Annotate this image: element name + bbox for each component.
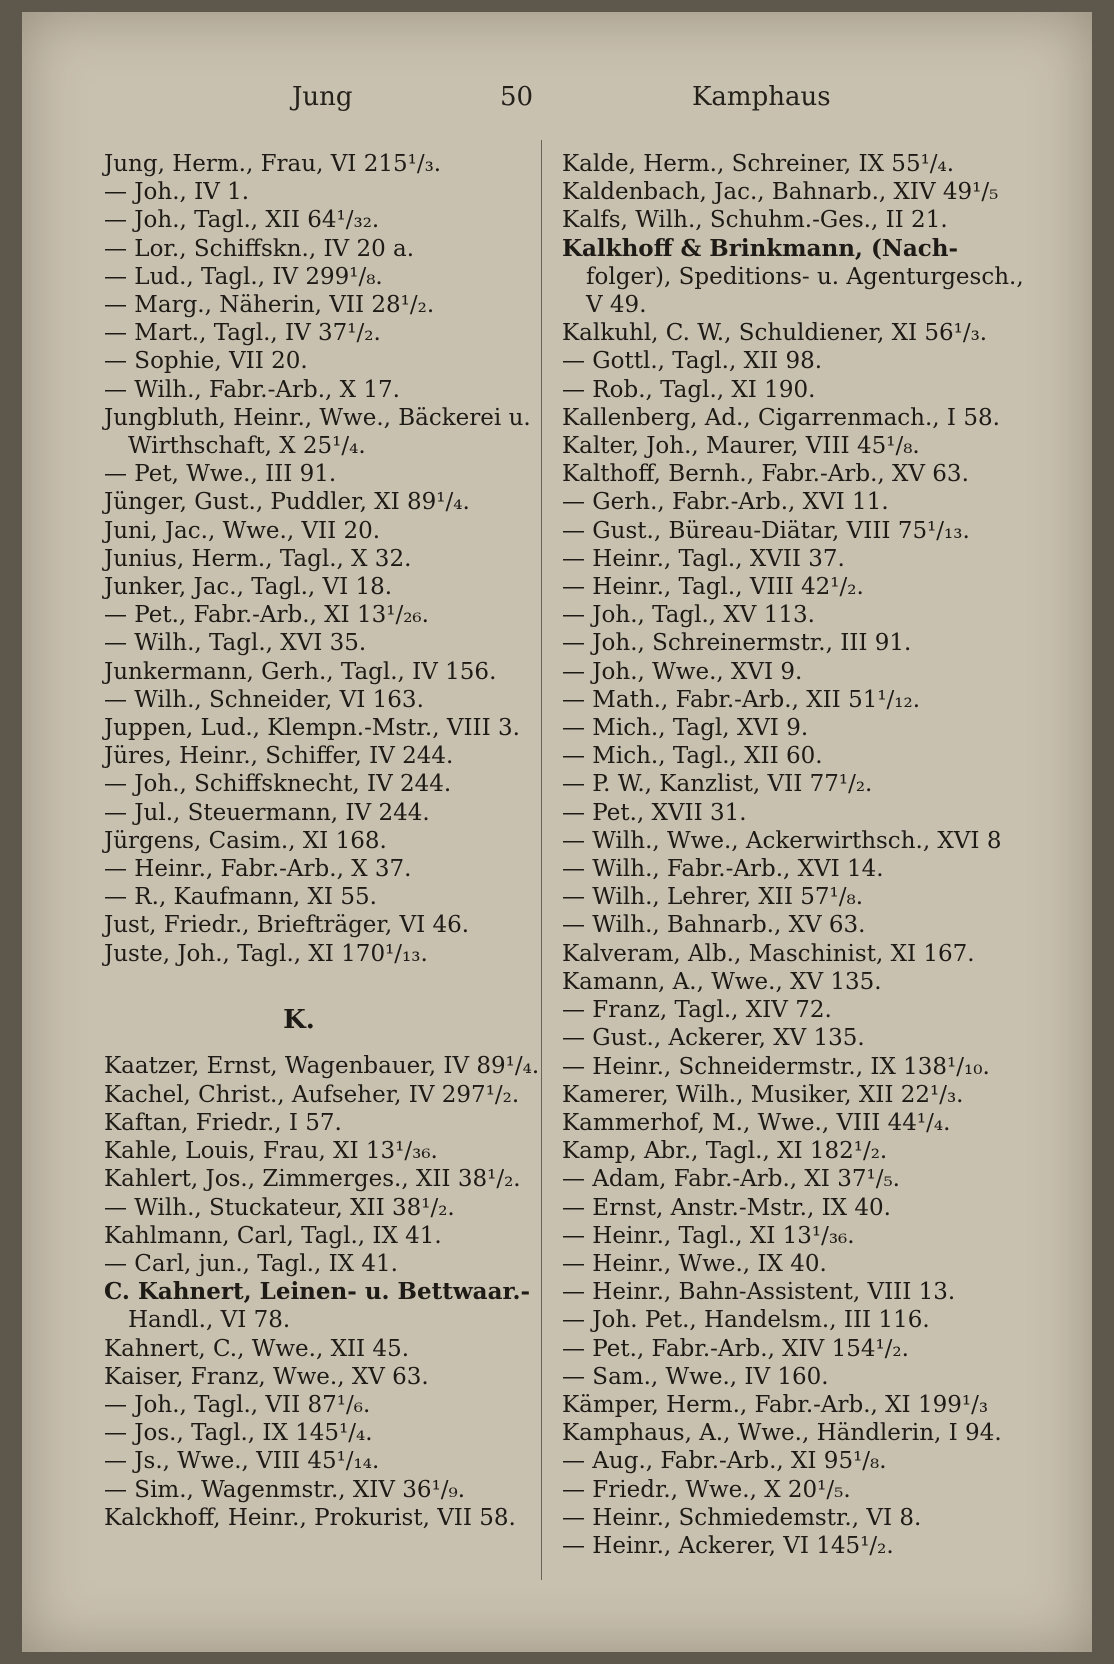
directory-entry: — Wilh., Lehrer, XII 57¹/₈. xyxy=(562,884,864,911)
directory-entry: Kamann, A., Wwe., XV 135. xyxy=(562,968,882,995)
directory-entry: Kaiser, Franz, Wwe., XV 63. xyxy=(104,1363,429,1390)
directory-entry: Kalter, Joh., Maurer, VIII 45¹/₈. xyxy=(562,433,920,460)
directory-entry: Kallenberg, Ad., Cigarrenmach., I 58. xyxy=(562,404,1000,431)
directory-entry: — Pet., Fabr.-Arb., XI 13¹/₂₆. xyxy=(104,602,429,629)
directory-entry: Jungbluth, Heinr., Wwe., Bäckerei u. xyxy=(104,404,531,431)
directory-entry: — Joh., Tagl., XV 113. xyxy=(562,602,815,629)
directory-entry: — P. W., Kanzlist, VII 77¹/₂. xyxy=(562,771,873,798)
column-divider xyxy=(541,140,542,1580)
directory-entry: — Friedr., Wwe., X 20¹/₅. xyxy=(562,1476,851,1503)
directory-entry: — Heinr., Wwe., IX 40. xyxy=(562,1250,827,1277)
directory-entry: — Jos., Tagl., IX 145¹/₄. xyxy=(104,1420,373,1447)
directory-entry: — Math., Fabr.-Arb., XII 51¹/₁₂. xyxy=(562,686,921,713)
directory-entry: — Joh., Tagl., XII 64¹/₃₂. xyxy=(104,207,380,234)
directory-entry: — Gust., Büreau-Diätar, VIII 75¹/₁₃. xyxy=(562,517,970,544)
directory-entry: — Rob., Tagl., XI 190. xyxy=(562,376,816,403)
directory-entry: Jünger, Gust., Puddler, XI 89¹/₄. xyxy=(104,489,470,516)
directory-entry: — Mich., Tagl, XVI 9. xyxy=(562,715,809,742)
directory-entry: — Joh., Tagl., VII 87¹/₆. xyxy=(104,1391,371,1418)
directory-entry: Kalveram, Alb., Maschinist, XI 167. xyxy=(562,940,975,967)
directory-entry: — Adam, Fabr.-Arb., XI 37¹/₅. xyxy=(562,1166,900,1193)
directory-entry: — Heinr., Ackerer, VI 145¹/₂. xyxy=(562,1532,894,1559)
directory-entry: Juste, Joh., Tagl., XI 170¹/₁₃. xyxy=(104,940,428,967)
directory-entry: Kaldenbach, Jac., Bahnarb., XIV 49¹/₅ xyxy=(562,179,999,206)
directory-entry: — Gottl., Tagl., XII 98. xyxy=(562,348,823,375)
directory-entry: — Ernst, Anstr.-Mstr., IX 40. xyxy=(562,1194,891,1221)
directory-entry: Just, Friedr., Briefträger, VI 46. xyxy=(104,912,470,939)
directory-entry: V 49. xyxy=(586,292,647,319)
directory-entry: Juppen, Lud., Klempn.-Mstr., VIII 3. xyxy=(104,715,520,742)
directory-entry: folger), Speditions- u. Agenturgesch., xyxy=(586,263,1024,290)
right-column xyxy=(562,150,1032,1560)
header-last-name: Kamphaus xyxy=(692,82,831,112)
directory-entry: — Sophie, VII 20. xyxy=(104,348,308,375)
directory-entry: Junkermann, Gerh., Tagl., IV 156. xyxy=(104,658,497,685)
directory-entry: — Aug., Fabr.-Arb., XI 95¹/₈. xyxy=(562,1448,887,1475)
directory-entry: Kalfs, Wilh., Schuhm.-Ges., II 21. xyxy=(562,207,948,234)
directory-entry: — Wilh., Tagl., XVI 35. xyxy=(104,630,367,657)
directory-entry: — Carl, jun., Tagl., IX 41. xyxy=(104,1250,398,1277)
directory-entry: Kahnert, C., Wwe., XII 45. xyxy=(104,1335,410,1362)
directory-entry: — Lor., Schiffskn., IV 20 a. xyxy=(104,235,415,262)
directory-entry: — Js., Wwe., VIII 45¹/₁₄. xyxy=(104,1448,380,1475)
header-first-name: Jung xyxy=(292,82,353,112)
directory-entry: — Joh. Pet., Handelsm., III 116. xyxy=(562,1307,930,1334)
directory-entry: — Heinr., Fabr.-Arb., X 37. xyxy=(104,856,412,883)
directory-entry: Kalde, Herm., Schreiner, IX 55¹/₄. xyxy=(562,151,955,177)
directory-entry: — Joh., IV 1. xyxy=(104,179,250,206)
directory-entry: Junker, Jac., Tagl., VI 18. xyxy=(104,574,393,601)
directory-entry: — Wilh., Fabr.-Arb., XVI 14. xyxy=(562,856,884,883)
directory-entry: Junius, Herm., Tagl., X 32. xyxy=(104,545,412,572)
directory-entry: — Wilh., Stuckateur, XII 38¹/₂. xyxy=(104,1194,455,1221)
directory-entry: — Heinr., Tagl., XVII 37. xyxy=(562,545,845,572)
directory-entry: Kachel, Christ., Aufseher, IV 297¹/₂. xyxy=(104,1081,520,1108)
directory-page xyxy=(22,12,1092,1652)
directory-entry: — Wilh., Schneider, VI 163. xyxy=(104,686,424,713)
directory-entry: — Pet., XVII 31. xyxy=(562,799,747,826)
directory-entry: — Gerh., Fabr.-Arb., XVI 11. xyxy=(562,489,889,516)
directory-entry: Juni, Jac., Wwe., VII 20. xyxy=(104,517,381,544)
directory-entry: — Mich., Tagl., XII 60. xyxy=(562,743,823,770)
page-header xyxy=(22,82,1092,122)
directory-entry: — Heinr., Tagl., VIII 42¹/₂. xyxy=(562,574,864,601)
directory-entry: — Heinr., Tagl., XI 13¹/₃₆. xyxy=(562,1222,855,1249)
directory-entry: — Wilh., Bahnarb., XV 63. xyxy=(562,912,866,939)
directory-entry: Kahle, Louis, Frau, XI 13¹/₃₆. xyxy=(104,1138,438,1165)
directory-entry: Jüres, Heinr., Schiffer, IV 244. xyxy=(104,743,454,770)
directory-entry: — Sam., Wwe., IV 160. xyxy=(562,1363,829,1390)
directory-entry: Kaatzer, Ernst, Wagenbauer, IV 89¹/₄. xyxy=(104,1053,540,1080)
directory-entry: — Pet, Wwe., III 91. xyxy=(104,461,337,488)
directory-entry: Kalckhoff, Heinr., Prokurist, VII 58. xyxy=(104,1504,516,1531)
directory-entry: — Jul., Steuermann, IV 244. xyxy=(104,799,430,826)
directory-entry: — Wilh., Fabr.-Arb., X 17. xyxy=(104,376,400,403)
directory-entry: Handl., VI 78. xyxy=(128,1307,291,1334)
directory-entry: — Franz, Tagl., XIV 72. xyxy=(562,997,832,1024)
directory-entry: Kalkuhl, C. W., Schuldiener, XI 56¹/₃. xyxy=(562,320,988,347)
directory-entry: Kahlmann, Carl, Tagl., IX 41. xyxy=(104,1222,442,1249)
directory-entry: — Lud., Tagl., IV 299¹/₈. xyxy=(104,263,383,290)
page-number: 50 xyxy=(500,82,534,112)
directory-entry: Kahlert, Jos., Zimmerges., XII 38¹/₂. xyxy=(104,1166,521,1193)
directory-entry: — Joh., Wwe., XVI 9. xyxy=(562,658,803,685)
left-column xyxy=(104,150,540,1532)
directory-entry: — Gust., Ackerer, XV 135. xyxy=(562,1025,865,1052)
directory-entry: Kamerer, Wilh., Musiker, XII 22¹/₃. xyxy=(562,1081,964,1108)
directory-entry: Jürgens, Casim., XI 168. xyxy=(104,827,387,854)
directory-entry: C. Kahnert, Leinen- u. Bettwaar.- xyxy=(104,1278,531,1306)
directory-entry: Jung, Herm., Frau, VI 215¹/₃. xyxy=(104,151,442,177)
directory-entry: — Heinr., Bahn-Assistent, VIII 13. xyxy=(562,1279,956,1306)
directory-entry: — Joh., Schiffsknecht, IV 244. xyxy=(104,771,452,798)
directory-entry: Kammerhof, M., Wwe., VIII 44¹/₄. xyxy=(562,1109,951,1136)
directory-entry: — Joh., Schreinermstr., III 91. xyxy=(562,630,912,657)
directory-entry: — Pet., Fabr.-Arb., XIV 154¹/₂. xyxy=(562,1335,909,1362)
directory-entry: — Heinr., Schmiedemstr., VI 8. xyxy=(562,1504,922,1531)
directory-entry: Kamphaus, A., Wwe., Händlerin, I 94. xyxy=(562,1420,1002,1447)
directory-entry: Kämper, Herm., Fabr.-Arb., XI 199¹/₃ xyxy=(562,1391,989,1418)
directory-entry: — Marg., Näherin, VII 28¹/₂. xyxy=(104,292,435,319)
directory-entry: — Wilh., Wwe., Ackerwirthsch., XVI 8 xyxy=(562,827,1002,854)
directory-entry: — R., Kaufmann, XI 55. xyxy=(104,884,377,911)
directory-entry: Kamp, Abr., Tagl., XI 182¹/₂. xyxy=(562,1138,888,1165)
directory-entry: — Sim., Wagenmstr., XIV 36¹/₉. xyxy=(104,1476,466,1503)
directory-entry: Wirthschaft, X 25¹/₄. xyxy=(128,433,366,460)
directory-entry: — Mart., Tagl., IV 37¹/₂. xyxy=(104,320,381,347)
directory-entry: Kalthoff, Bernh., Fabr.-Arb., XV 63. xyxy=(562,461,969,488)
section-letter: K. xyxy=(283,1004,315,1035)
directory-entry: — Heinr., Schneidermstr., IX 138¹/₁₀. xyxy=(562,1053,990,1080)
directory-entry: Kaftan, Friedr., I 57. xyxy=(104,1109,342,1136)
directory-entry: Kalkhoff & Brinkmann, (Nach- xyxy=(562,234,959,262)
